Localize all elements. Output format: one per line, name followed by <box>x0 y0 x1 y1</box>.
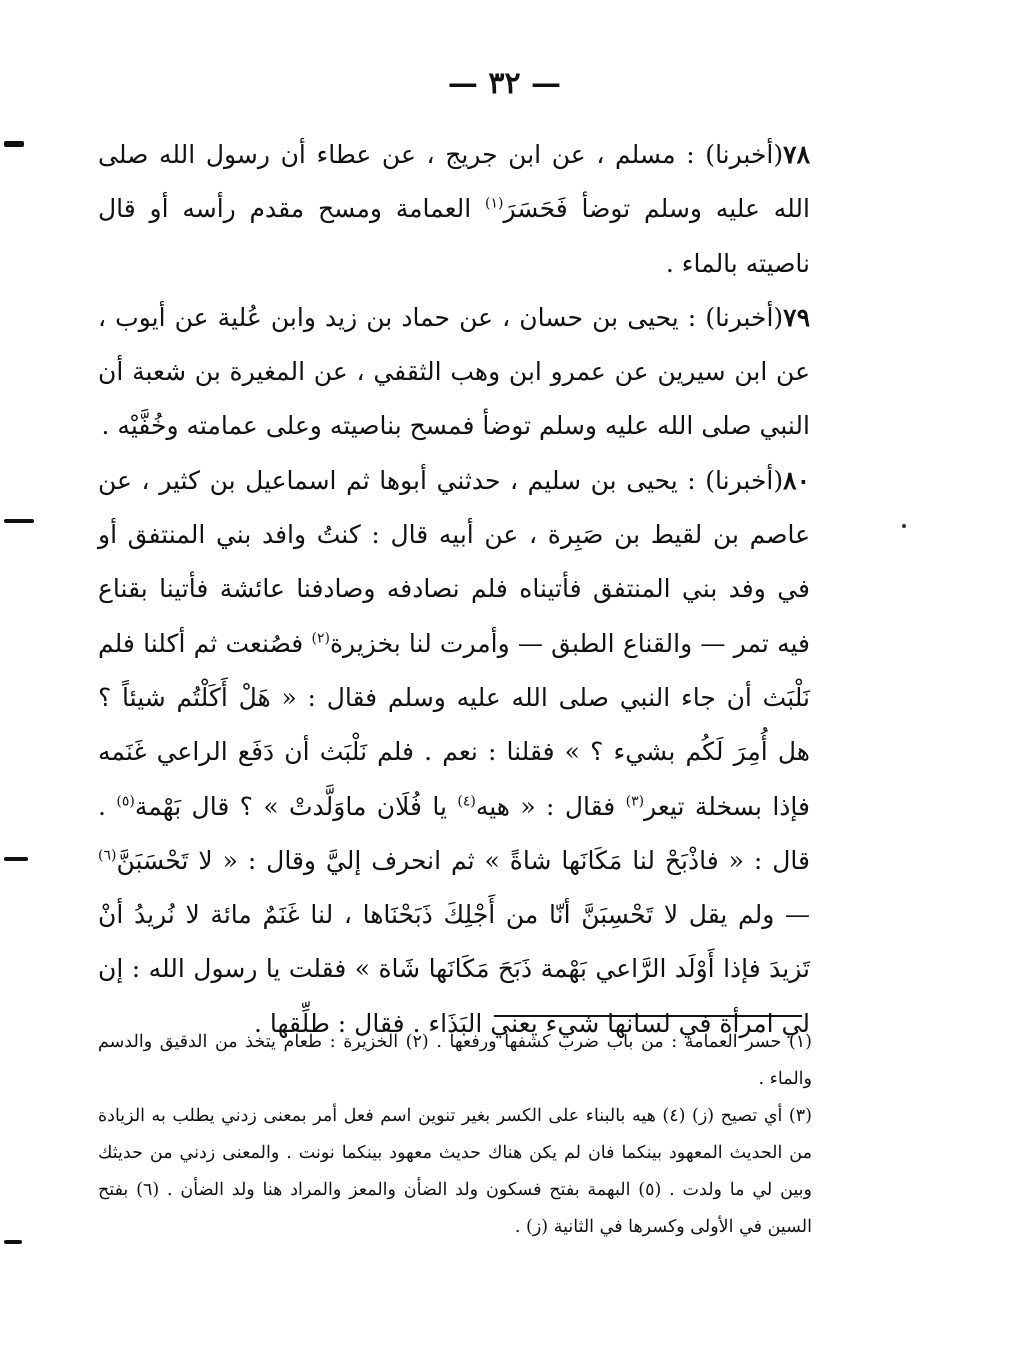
hadith-text-cont: . قال : « فاذْبَحْ لنا مَكَانَها شاةً » ثم انحرف إليَّ وقال : « لا تَحْسَبَنَّ <box>98 791 810 875</box>
hadith-79 <box>98 291 810 454</box>
margin-mark <box>4 1240 22 1244</box>
hadith-80 <box>98 454 810 1051</box>
footnote-ref: (٦) <box>98 847 117 864</box>
margin-mark <box>4 857 28 861</box>
margin-mark <box>4 519 34 523</box>
footnotes <box>98 1024 812 1246</box>
footnote-ref: (٤) <box>457 793 476 810</box>
margin-mark <box>4 141 24 147</box>
footnote-divider <box>494 1015 802 1017</box>
hadith-78 <box>98 128 810 291</box>
footnote-ref: (١) <box>485 195 504 212</box>
hadith-text-cont: فقال : « هيه <box>475 791 626 821</box>
main-text <box>98 128 810 1051</box>
footnote-ref: (٥) <box>116 793 135 810</box>
hadith-number: ٧٩ <box>783 302 810 332</box>
footnote-1-2: (١) حسر العمامة : من باب ضرب كشفها ورفعها . (٢) الخزيرة : طعام يتخذ من الدقيق والدسم والماء . <box>98 1032 812 1089</box>
speck <box>902 524 906 528</box>
hadith-text-cont: العمامة ومسح مقدم رأسه أو قال ناصيته بالماء . <box>98 194 810 278</box>
hadith-text-cont: يا فُلَان ماوَلَّدتْ » ؟ قال بَهْمة <box>134 791 458 821</box>
hadith-text-cont: فصُنعت ثم أكلنا فلم نَلْبَث أن جاء النبي صلى الله عليه وسلم فقال : « هَلْ أَكَلْتُم شيئاً ؟ هل أُمِرَ لَكُم بشيء ؟ » فقلنا : نعم . فلم نَلْبَث أن دَفَع الراعي غَنَمه فإذا بسخلة تيعر <box>98 628 810 821</box>
hadith-text: (أخبرنا) : يحيى بن حسان ، عن حماد بن زيد وابن عُلية عن أيوب ، عن ابن سيرين عن عمرو ابن وهب الثقفي ، عن المغيرة بن شعبة أن النبي صلى الله عليه وسلم توضأ فمسح بناصيته وعلى عمامته وخُفَّيْه . <box>98 302 810 441</box>
footnote-3-6: (٣) أي تصيح (ز) (٤) هيه بالبناء على الكسر بغير تنوين اسم فعل أمر بمعنى زدني يطلب به الزيادة من الحديث المعهود بينكما فان لم يكن هناك حديث معهود بينكما نونت . والمعنى زدني من حديثك وبين لي ما ولدت . (٥) البهمة بفتح فسكون ولد الضأن والمعز والمراد هنا ولد الضأن . (٦) بفتح السين في الأولى وكسرها في الثانية (ز) . <box>98 1106 812 1237</box>
hadith-text-cont: — ولم يقل لا تَحْسِبَنَّ أنّا من أَجْلِكَ ذَبَحْنَاها ، لنا غَنَمٌ مائة لا نُريدُ أنْ تَزيدَ فإذا أَوْلَد الرَّاعي بَهْمة ذَبَحَ مَكَانَها شَاة » فقلت يا رسول الله : إن لي امرأة في لسانها شيء يعني البَذَاء . فقال : طلِّقها . <box>98 900 810 1038</box>
hadith-text: (أخبرنا) : يحيى بن سليم ، حدثني أبوها ثم اسماعيل بن كثير ، عن عاصم بن لقيط بن صَبِرة ، عن أبيه قال : كنتُ وافد بني المنتفق أو في وفد بني المنتفق فأتيناه فلم نصادفه وصادفنا عائشة فأتينا بقناع فيه تمر — والقناع الطبق — وأمرت لنا بخزيرة <box>98 465 810 658</box>
hadith-number: ٧٨ <box>783 140 810 169</box>
hadith-text: (أخبرنا) : مسلم ، عن ابن جريج ، عن عطاء أن رسول الله صلى الله عليه وسلم توضأ فَحَسَرَ <box>98 140 810 224</box>
footnote-ref: (٢) <box>311 630 330 647</box>
page-number: — ٣٢ — <box>447 66 562 101</box>
hadith-number: ٨٠ <box>783 465 810 495</box>
footnote-ref: (٣) <box>625 793 645 810</box>
